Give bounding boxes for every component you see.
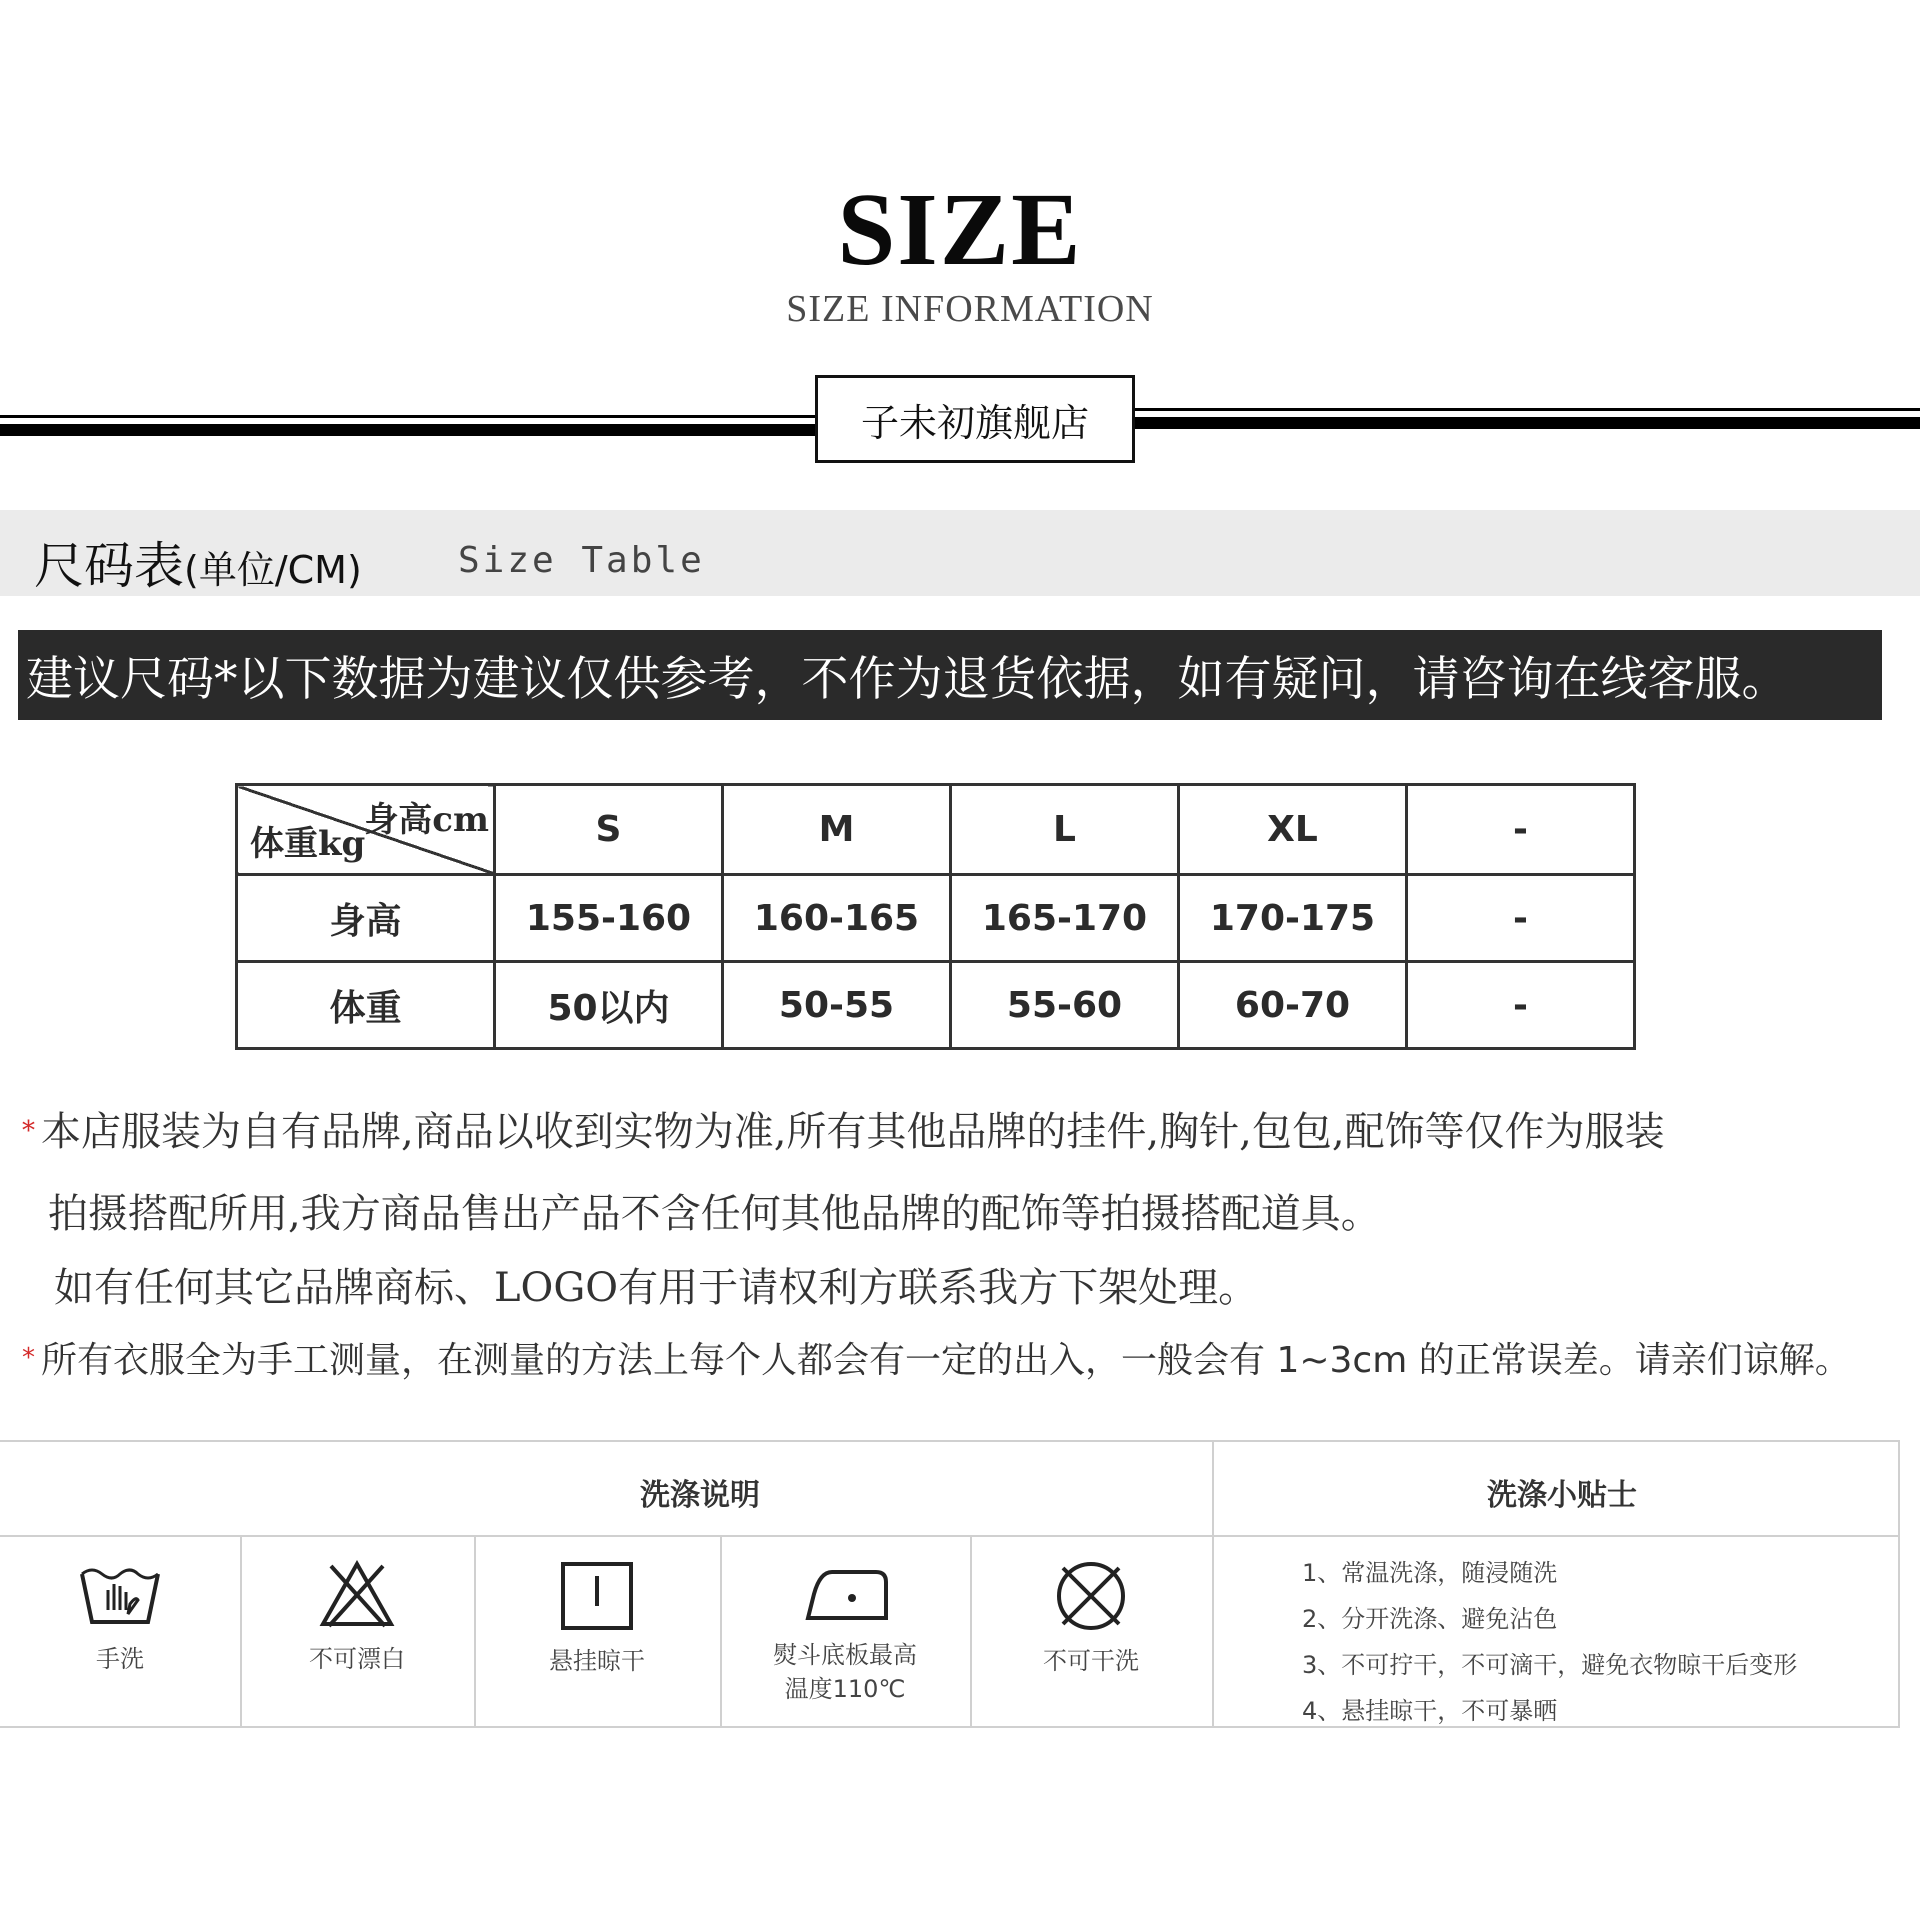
list-item: 2、分开洗涤、避免沾色 — [1302, 1605, 1558, 1633]
hang-dry-icon — [559, 1560, 635, 1632]
notice-bar — [18, 630, 1882, 720]
wash-top-border — [0, 1440, 1900, 1442]
size-table-bar — [0, 510, 1920, 596]
table-cell: 155-160 — [495, 875, 723, 962]
size-col-m: M — [723, 785, 951, 875]
note-text-1: 本店服装为自有品牌,商品以收到实物为准,所有其他品牌的挂件,胸针,包包,配饰等仅作为服装 — [41, 1109, 1665, 1155]
divider-right-thin — [1134, 408, 1920, 411]
divider-right-thick — [1134, 417, 1920, 429]
table-cell: 160-165 — [723, 875, 951, 962]
iron-110-icon — [800, 1560, 890, 1626]
page-title: SIZE — [837, 172, 1083, 287]
no-bleach-icon — [319, 1560, 395, 1630]
note-line-3 — [54, 1256, 1258, 1313]
size-table-header-row — [237, 785, 1635, 875]
wash-section — [0, 1440, 1900, 1728]
table-cell: 60-70 — [1179, 962, 1407, 1049]
note-text-2: 拍摄搭配所用,我方商品售出产品不含任何其他品牌的配饰等拍摄搭配道具。 — [48, 1191, 1381, 1237]
wash-label: 手洗 — [96, 1645, 144, 1673]
notice-text: 建议尺码*以下数据为建议仅供参考，不作为退货依据，如有疑问，请咨询在线客服。 — [26, 651, 1789, 707]
divider-left-thick — [0, 424, 816, 436]
size-table-label-cn: 尺码表 — [34, 537, 184, 595]
list-item: 1、常温洗涤，随浸随洗 — [1302, 1559, 1558, 1587]
table-cell: - — [1407, 962, 1635, 1049]
wash-label-line-1: 熨斗底板最高 — [773, 1641, 917, 1669]
wash-item-hand-wash — [0, 1560, 240, 1676]
wash-label: 不可干洗 — [1043, 1647, 1139, 1675]
table-cell: 165-170 — [951, 875, 1179, 962]
star-icon: * — [22, 1343, 35, 1373]
size-col-l: L — [951, 785, 1179, 875]
page-subtitle: SIZE INFORMATION — [786, 288, 1154, 330]
wash-instructions-header: 洗涤说明 — [640, 1478, 760, 1513]
table-cell: 50以内 — [495, 962, 723, 1049]
size-table-label-en: Size Table — [458, 540, 705, 581]
wash-tips-header: 洗涤小贴士 — [1487, 1478, 1637, 1513]
table-cell: 50-55 — [723, 962, 951, 1049]
size-col-extra: - — [1407, 785, 1635, 875]
wash-label-line-2: 温度110℃ — [784, 1675, 906, 1703]
table-row — [237, 875, 1635, 962]
store-name-box — [815, 375, 1135, 463]
no-dry-clean-icon — [1053, 1560, 1129, 1632]
size-table — [235, 783, 1636, 1050]
star-icon: * — [22, 1116, 35, 1146]
wash-item-no-bleach — [240, 1560, 474, 1676]
row-label-weight: 体重 — [237, 962, 495, 1049]
note-text-3: 如有任何其它品牌商标、LOGO有用于请权利方联系我方下架处理。 — [54, 1265, 1259, 1311]
note-line-4 — [22, 1332, 1851, 1383]
wash-label: 不可漂白 — [309, 1645, 405, 1673]
size-col-s: S — [495, 785, 723, 875]
wash-label: 悬挂晾干 — [549, 1647, 645, 1675]
table-cell: 55-60 — [951, 962, 1179, 1049]
hand-wash-icon — [78, 1560, 162, 1630]
size-col-xl: XL — [1179, 785, 1407, 875]
table-row — [237, 962, 1635, 1049]
size-table-label-unit: (单位/CM) — [184, 548, 362, 592]
corner-weight-label: 体重kg — [250, 824, 366, 864]
size-table-label — [34, 526, 362, 598]
wash-item-no-dry-clean — [970, 1560, 1212, 1678]
corner-height-label: 身高cm — [364, 800, 489, 840]
wash-tips-list — [1302, 1550, 1797, 1734]
list-item: 3、不可拧干，不可滴干，避免衣物晾干后变形 — [1302, 1651, 1798, 1679]
note-line-1 — [22, 1100, 1665, 1157]
wash-item-hang-dry — [474, 1560, 720, 1678]
store-name: 子未初旗舰店 — [860, 400, 1089, 445]
wash-item-iron — [720, 1560, 970, 1706]
wash-mid-border — [0, 1535, 1900, 1537]
list-item: 4、悬挂晾干，不可暴晒 — [1302, 1697, 1558, 1725]
note-line-2 — [48, 1182, 1381, 1239]
row-label-height: 身高 — [237, 875, 495, 962]
corner-cell — [237, 785, 495, 875]
table-cell: - — [1407, 875, 1635, 962]
divider-left-thin — [0, 415, 816, 418]
note-text-4: 所有衣服全为手工测量，在测量的方法上每个人都会有一定的出入，一般会有 1~3cm 的正常误差。请亲们谅解。 — [41, 1340, 1851, 1381]
wash-label — [720, 1638, 970, 1706]
table-cell: 170-175 — [1179, 875, 1407, 962]
